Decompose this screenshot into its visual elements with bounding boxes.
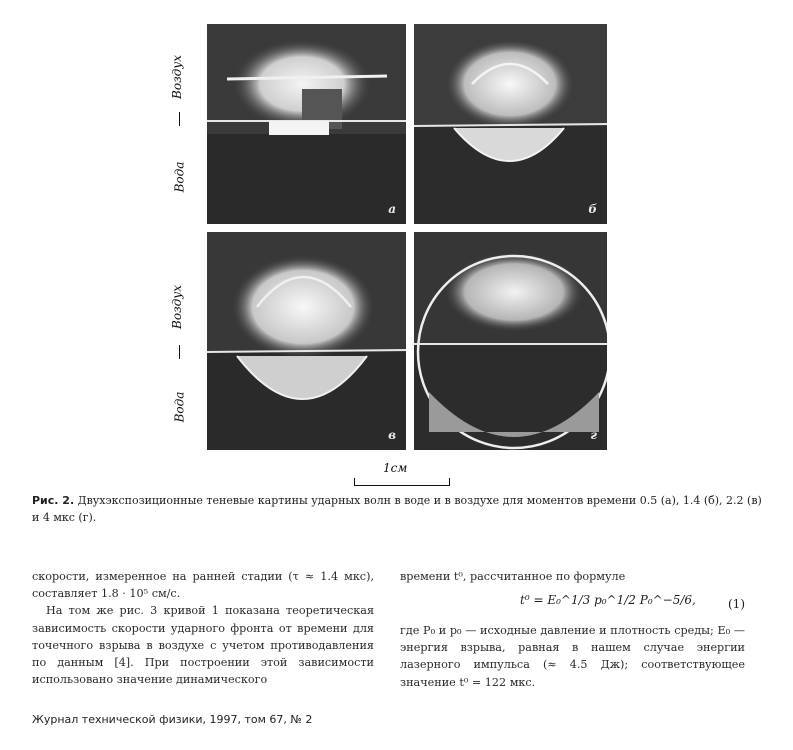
right-column-body bbox=[400, 622, 745, 691]
label-water-top: Вода bbox=[172, 161, 187, 193]
shadowgraph-a bbox=[207, 24, 406, 224]
shadowgraph-d bbox=[414, 232, 607, 450]
right-column-intro bbox=[400, 568, 745, 585]
left-column bbox=[32, 568, 374, 688]
panel-letter-a: а bbox=[388, 202, 396, 216]
panel-letter-d: г bbox=[590, 428, 597, 442]
figure-panel-a bbox=[207, 24, 406, 224]
equation-number: (1) bbox=[728, 597, 745, 611]
left-paragraph-2: На том же рис. 3 кривой 1 показана теоретическая зависимость скорости ударного фронта от времени для точечного взрыва в воздухе с учетом противодавления по данным [4]. При построении этой зависимости использовано значение динамического bbox=[32, 604, 374, 687]
scale-label: 1см bbox=[383, 461, 408, 475]
journal-footer: Журнал технической физики, 1997, том 67, № 2 bbox=[32, 713, 313, 726]
panel-letter-c: в bbox=[388, 428, 396, 442]
formula-1: t⁰ = E₀^1/3 p₀^1/2 P₀^−5/6, bbox=[520, 593, 696, 607]
figure-panel-d bbox=[414, 232, 607, 450]
caption-text: Двухэкспозиционные теневые картины ударных волн в воде и в воздухе для моментов времени 0.5 (а), 1.4 (б), 2.2 (в) и 4 мкс (г). bbox=[32, 494, 762, 524]
right-paragraph-2: где P₀ и p₀ — исходные давление и плотность среды; E₀ — энергия взрыва, равная в нашем случае энергии лазерного импульса (≈ 4.5 Дж); соответствующее значение t⁰ = 122 мкс. bbox=[400, 624, 745, 689]
left-paragraph-1: скорости, измеренное на ранней стадии (τ ≈ 1.4 мкс), составляет 1.8 · 10⁵ см/с. bbox=[32, 570, 374, 601]
right-paragraph-1: времени t⁰, рассчитанное по формуле bbox=[400, 570, 626, 583]
label-water-bottom: Вода bbox=[172, 391, 187, 423]
shadowgraph-b bbox=[414, 24, 607, 224]
shadowgraph-c bbox=[207, 232, 406, 450]
figure-panel-c bbox=[207, 232, 406, 450]
panel-letter-b: б bbox=[588, 202, 597, 216]
interface-tick-bottom bbox=[179, 345, 180, 359]
scale-bar bbox=[354, 478, 450, 486]
figure-panel-b bbox=[414, 24, 607, 224]
interface-tick-top bbox=[179, 112, 180, 126]
label-air-top: Воздух bbox=[169, 55, 184, 99]
figure-caption bbox=[32, 492, 767, 526]
caption-label: Рис. 2. bbox=[32, 494, 75, 507]
label-air-bottom: Воздух bbox=[169, 285, 184, 329]
